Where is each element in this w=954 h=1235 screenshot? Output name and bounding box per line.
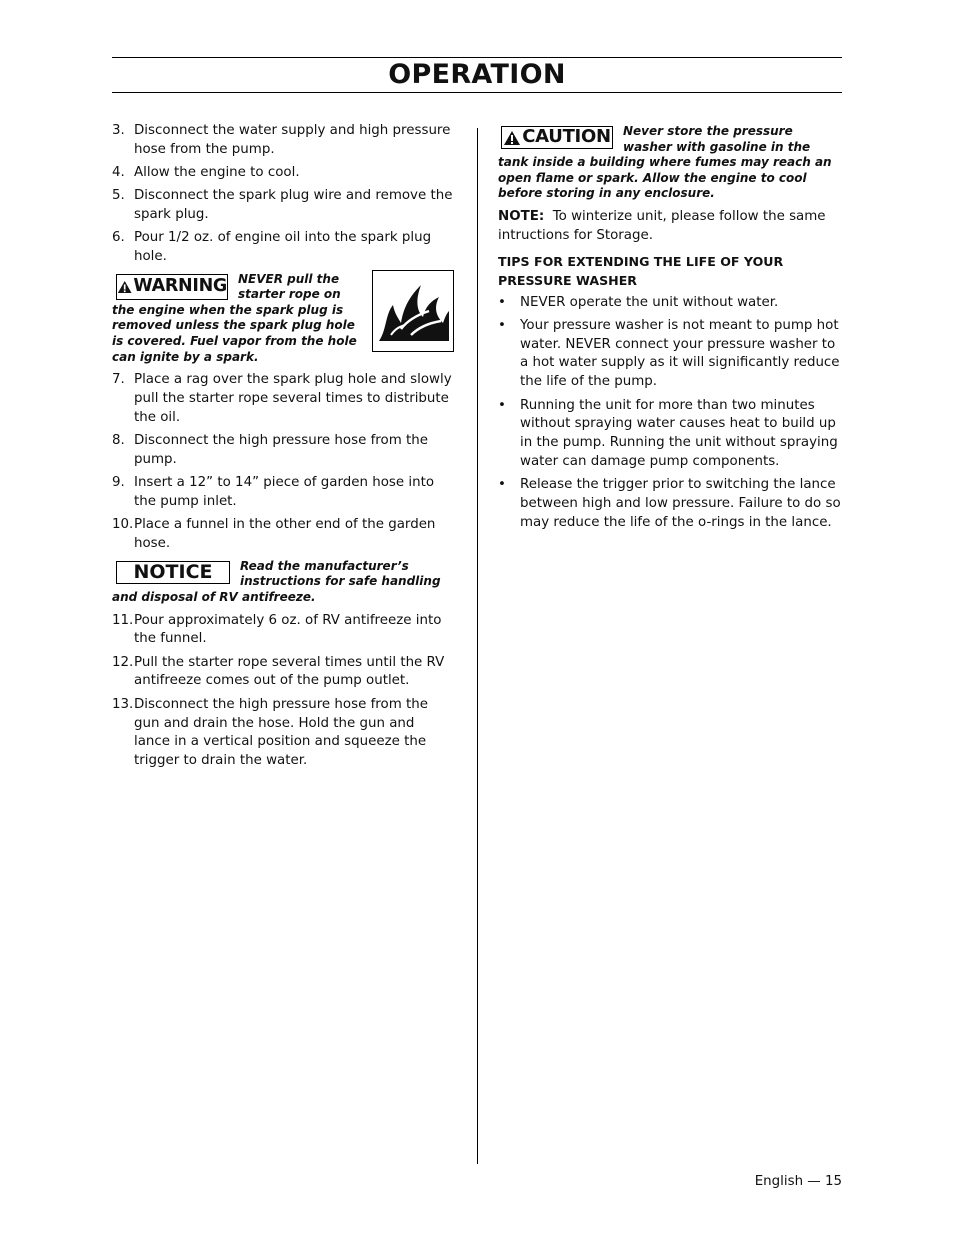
- page-footer: English — 15: [754, 1174, 842, 1189]
- list-item: • Release the trigger prior to switching the lance between high and low pressure. Failure to do so may reduce the life of the o-rings in the lance.: [498, 477, 841, 530]
- steps-group-c: [112, 612, 454, 771]
- alert-triangle-icon: [503, 130, 521, 146]
- steps-group-a: [112, 122, 454, 267]
- caution-badge: CAUTION: [501, 126, 613, 149]
- tips-list: [498, 294, 842, 533]
- list-item: 4. Allow the engine to cool.: [112, 165, 300, 181]
- notice-box: [112, 559, 454, 606]
- warning-badge: WARNING: [116, 274, 228, 300]
- list-item: • Your pressure washer is not meant to pump hot water. NEVER connect your pressure washer to a hot water supply as it will significantly reduce the life of the pump.: [498, 317, 840, 390]
- tips-heading: TIPS FOR EXTENDING THE LIFE OF YOUR PRESSURE WASHER: [498, 253, 784, 288]
- notice-text: Read the manufacturer’s instructions for safe handling and disposal of RV antifreeze.: [112, 558, 441, 604]
- caution-box: [498, 124, 842, 202]
- list-item: • Running the unit for more than two minutes without spraying water causes heat to build up in the pump. Running the unit without spraying water can damage pump components.: [498, 397, 838, 469]
- list-item: 7. Place a rag over the spark plug hole and slowly pull the starter rope several times to distribute the oil.: [112, 372, 452, 425]
- fire-hazard-pictogram: [373, 271, 453, 351]
- list-item: 6. Pour 1/2 oz. of engine oil into the spark plug hole.: [112, 230, 432, 265]
- list-item: 11. Pour approximately 6 oz. of RV antifreeze into the funnel.: [112, 612, 442, 647]
- list-item: 8. Disconnect the high pressure hose from the pump.: [112, 433, 428, 467]
- warning-box: [112, 272, 454, 366]
- fire-icon: [372, 270, 454, 352]
- caution-text: Never store the pressure washer with gasoline in the tank inside a building where fumes may reach an open flame or spark. Allow the engine to cool before storing in any enclosure.: [498, 124, 832, 201]
- list-item: 10. Place a funnel in the other end of the garden hose.: [112, 517, 436, 552]
- list-item: 9. Insert a 12” to 14” piece of garden hose into the pump inlet.: [112, 475, 435, 509]
- list-item: 3. Disconnect the water supply and high pressure hose from the pump.: [112, 123, 451, 157]
- warning-text: NEVER pull the starter rope on the engine when the spark plug is removed unless the spark plug hole is covered. Fuel vapor from the hole can ignite by a spark.: [112, 271, 357, 364]
- page-title: OPERATION: [388, 59, 566, 90]
- list-item: 5. Disconnect the spark plug wire and remove the spark plug.: [112, 188, 453, 223]
- list-item: 12. Pull the starter rope several times until the RV antifreeze comes out of the pump outlet.: [112, 654, 445, 689]
- steps-group-b: [112, 371, 454, 554]
- right-column: [498, 122, 842, 537]
- note-text: To winterize unit, please follow the same intructions for Storage.: [498, 208, 826, 243]
- note-paragraph: [498, 208, 842, 246]
- list-item: 13. Disconnect the high pressure hose from the gun and drain the hose. Hold the gun and lance in a vertical position and squeeze the trigger to drain the water.: [112, 696, 428, 769]
- notice-badge: NOTICE: [116, 561, 230, 584]
- list-item: • NEVER operate the unit without water.: [498, 294, 779, 310]
- left-column: [112, 122, 454, 775]
- column-divider: [477, 128, 478, 1164]
- title-underline: [112, 92, 842, 93]
- note-label: NOTE:: [498, 208, 545, 224]
- alert-triangle-icon: [117, 279, 132, 295]
